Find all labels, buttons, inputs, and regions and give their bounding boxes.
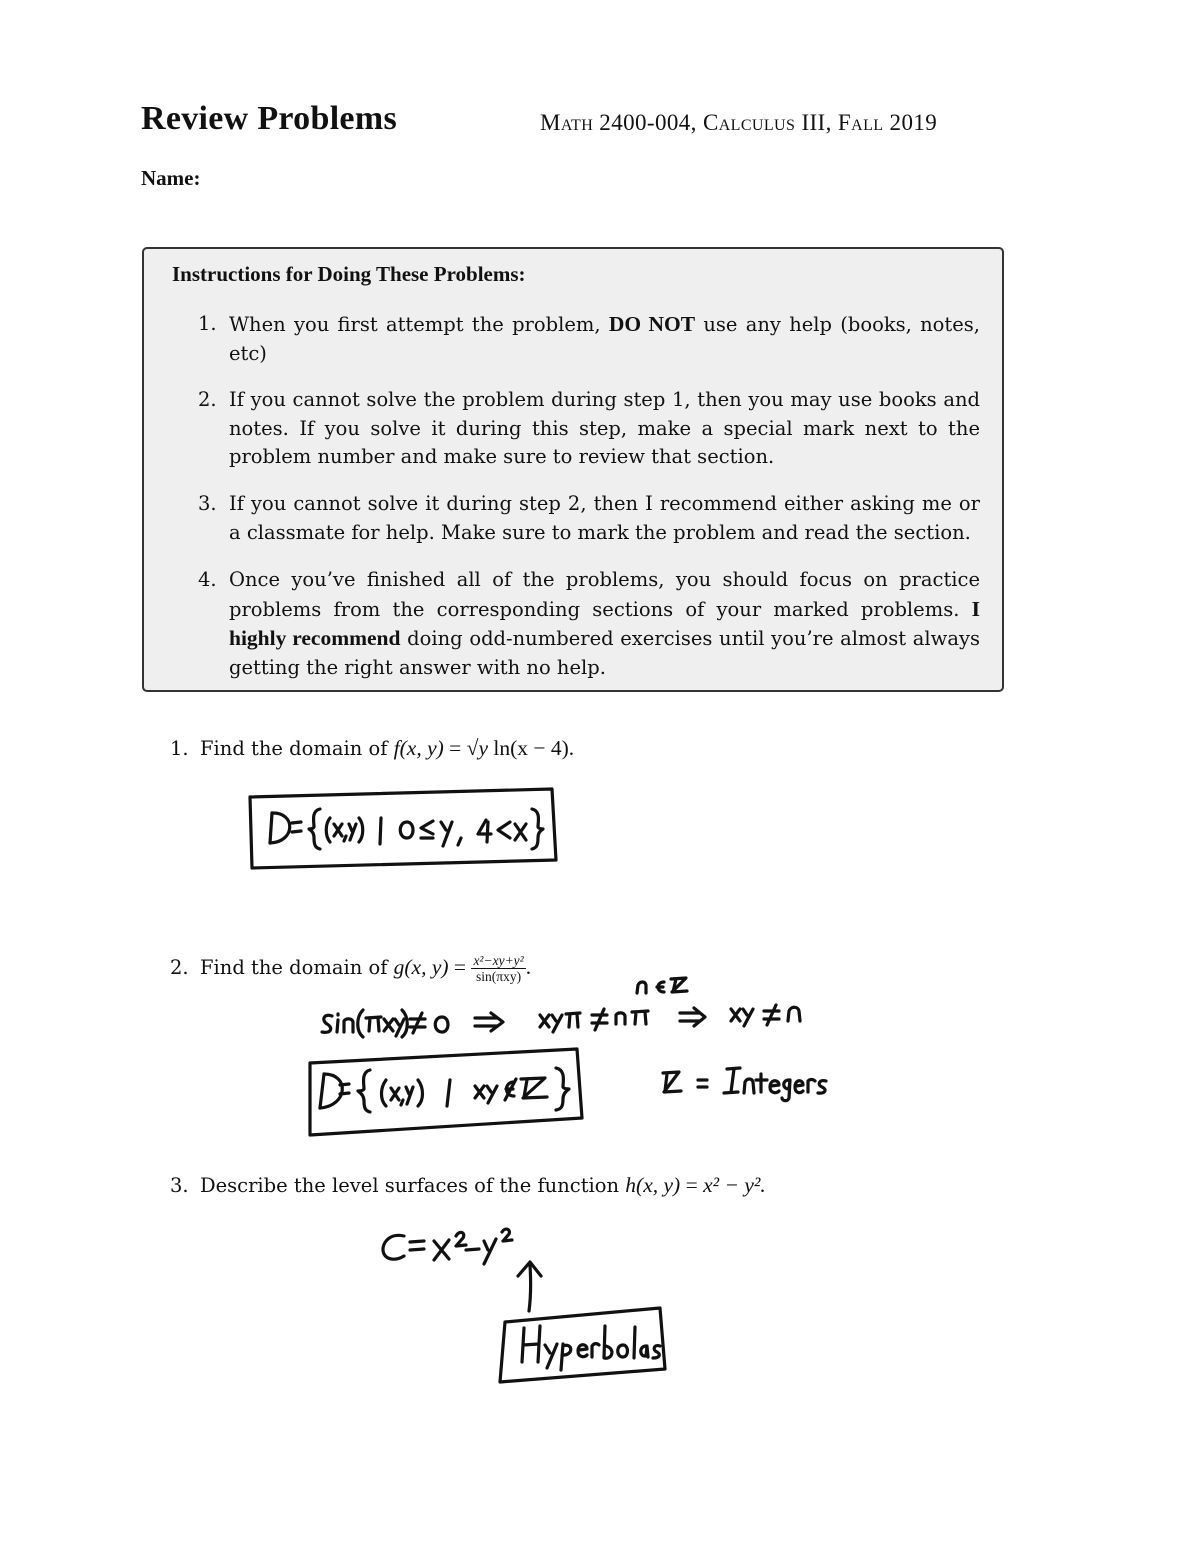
handwritten-note-integers	[663, 1068, 826, 1101]
handwritten-arrow	[518, 1262, 541, 1311]
problem-number: 1.	[170, 737, 189, 760]
problem-text: Find the domain of	[200, 956, 394, 979]
problem-math: .	[525, 955, 532, 979]
instruction-text: If you cannot solve the problem during step 1, then you may use books and notes. If you solve it during this step, make a special mark next to the problem number and make sure to review that section.	[229, 388, 980, 468]
instruction-text: If you cannot solve it during step 2, then I recommend either asking me or a classmate for help. Make sure to mark the problem and read the section.	[229, 492, 980, 544]
problem-number: 3.	[170, 1174, 189, 1197]
instruction-text-part: doing odd-numbered exercises until you’re almost always getting the right answer with no help.	[229, 627, 980, 679]
instruction-number: 4.	[198, 568, 217, 591]
fraction-denominator: sin(πxy)	[476, 969, 522, 984]
instruction-text-part: When you first attempt the problem,	[229, 313, 609, 336]
page-title: Review Problems	[141, 100, 397, 137]
problem-text: Describe the level surfaces of the function	[200, 1174, 626, 1197]
instruction-number: 3.	[198, 492, 217, 515]
problem-math: √y	[466, 736, 489, 760]
course-info: Math 2400-004, Calculus III, Fall 2019	[540, 110, 938, 135]
instructions-heading: Instructions for Doing These Problems:	[172, 262, 526, 286]
problem-math: ln(x − 4).	[488, 736, 575, 760]
problem-math: f(x, y)	[393, 736, 444, 760]
name-label: Name:	[141, 166, 201, 190]
handwritten-answer-3	[500, 1308, 665, 1382]
problem-math: x² − y².	[703, 1173, 766, 1197]
problem-math: =	[448, 955, 472, 979]
problem-math: g(x, y)	[393, 955, 449, 979]
handwritten-answer-2	[310, 1049, 582, 1135]
handwritten-eq-3	[383, 1229, 512, 1264]
instruction-emphasis: DO NOT	[608, 312, 696, 336]
instruction-emphasis: I highly recommend	[229, 596, 980, 650]
problem-math: =	[680, 1173, 704, 1197]
handwritten-work-2	[322, 1005, 800, 1037]
instruction-number: 1.	[198, 312, 217, 335]
handwritten-answer-1	[250, 789, 556, 868]
problem-number: 2.	[170, 956, 189, 979]
instruction-text-part: use any help (books, notes, etc)	[229, 313, 981, 365]
instruction-number: 2.	[198, 388, 217, 411]
problem-math: =	[443, 736, 467, 760]
problem-math: h(x, y)	[625, 1173, 681, 1197]
instruction-text-part: Once you’ve finished all of the problems, you should focus on practice problems from the corresponding sections of your marked problems.	[229, 568, 980, 621]
handwritten-note-n	[637, 978, 687, 993]
fraction-numerator: x²−xy+y²	[473, 953, 524, 968]
problem-text: Find the domain of	[200, 737, 394, 760]
